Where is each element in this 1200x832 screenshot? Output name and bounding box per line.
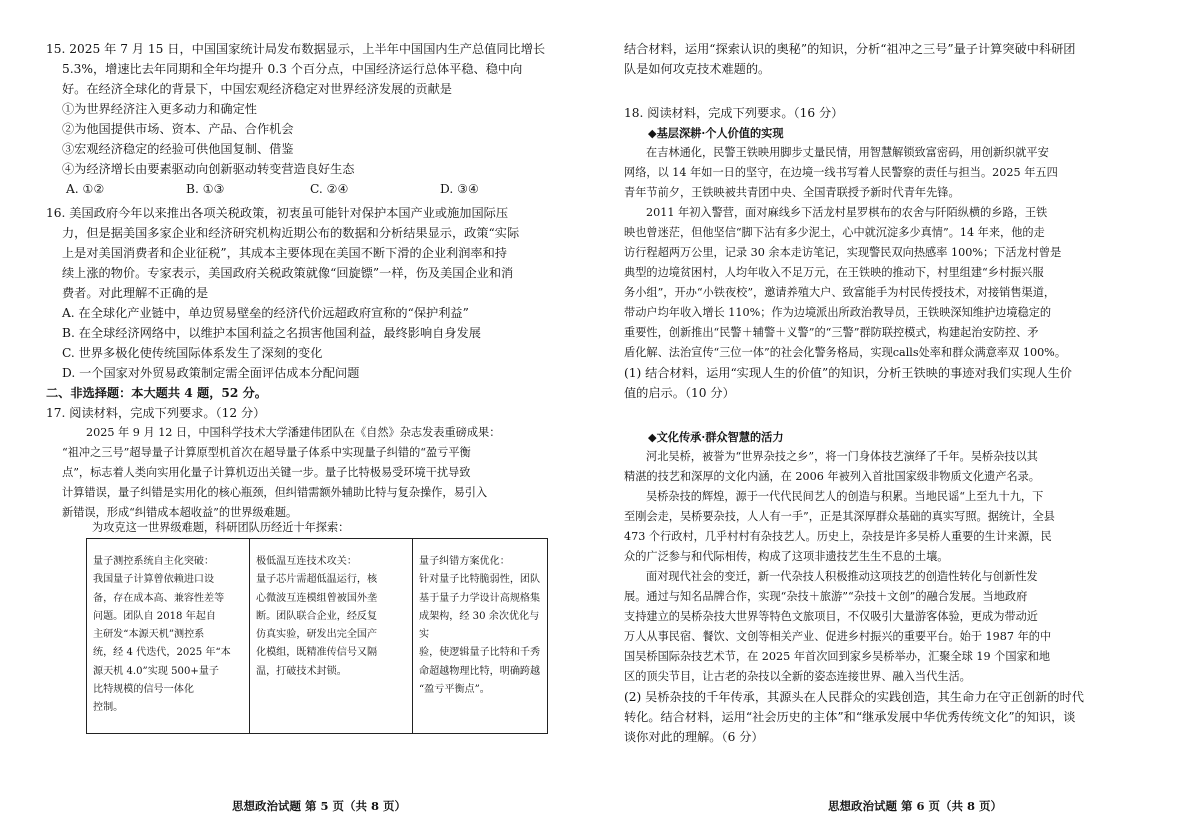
q17-material-line: 为攻克这一世界级难题，科研团队历经近十年探索： [92, 521, 350, 534]
table-cell-text: 极低温互连技术攻关： 量子芯片需超低温运行，核 心微波互连模组曾被国外垄 断。团队联合企业，经反复 仿真实验，研发出完全国产 化模组，既精准传信号又隔 温，打破技术封锁。 [256, 556, 378, 677]
q18-subheading: ◆基层深耕·个人价值的实现 [648, 126, 784, 140]
q16-line: 上是对美国消费者和企业征税”，其成本主要体现在美国不断下滑的企业利润率和持 [62, 246, 507, 260]
q15-statement: ④为经济增长由要素驱动向创新驱动转变营造良好生态 [62, 162, 355, 176]
table-cell-text: 量子测控系统自主化突破： 我国量子计算曾依赖进口设 备，存在成本高、兼容性差等 问题。团队自 2018 年起自 主研发“本源天机”测控系 统，经 4 代迭代，2025 年“本 源天机 4.0”实现 500+量子 比特规模的信号一体化 控制。 [93, 556, 231, 714]
q15-option-b: B. ①③ [186, 182, 225, 196]
q15-line: 好。在经济全球化的背景下，中国宏观经济稳定对世界经济发展的贡献是 [62, 82, 452, 96]
q16-line: 费者。对此理解不正确的是 [62, 286, 209, 300]
table-row [87, 539, 548, 734]
q18-para2-line: 河北吴桥，被誉为“世界杂技之乡”，将一门身体技艺演绎了千年。吴桥杂技以其 [646, 450, 1038, 463]
q18-para1-line: 2011 年初入警营，面对麻线乡下活龙村星罗棋布的农舍与阡陌纵横的乡路，王铁 [646, 206, 1048, 219]
q16-option-c: C. 世界多极化使传统国际体系发生了深刻的变化 [62, 346, 323, 360]
q15-option-a: A. ①② [66, 182, 105, 196]
q18-para2-line: 精湛的技艺和深厚的文化内涵，在 2006 年被列入首批国家级非物质文化遗产名录。 [624, 470, 1040, 483]
q18-para1-line: 务小组”，开办“小铁夜校”，邀请养殖大户、致富能手为村民传授技术，对接销售渠道， [624, 286, 1056, 299]
q18-para2-line: 支持建立的吴桥杂技大世界等特色文旅项目，不仅吸引大量游客体验，更成为带动近 [624, 610, 1038, 623]
table-cell-error-correction [413, 539, 548, 734]
q18-para2-line: 展。通过与知名品牌合作，实现“杂技＋旅游”“杂技＋文创”的融合发展。当地政府 [624, 590, 1028, 603]
page-footer: 思想政治试题 第 5 页（共 8 页） [232, 799, 407, 813]
section-heading: 二、非选择题：本大题共 4 题，52 分。 [46, 386, 267, 400]
q18-para1-line: 青年节前夕，王铁映被共青团中央、全国青联授予新时代青年先锋。 [624, 186, 960, 199]
q15-option-c: C. ②④ [310, 182, 349, 196]
q18-para1-line: 典型的边境贫困村，人均年收入不足万元，在王铁映的推动下，村里组建“乡村振兴服 [624, 266, 1044, 279]
q17-material-line: 点”，标志着人类向实用化量子计算机迈出关键一步。量子比特极易受环境干扰导致 [62, 466, 471, 479]
q16-option-a: A. 在全球化产业链中，单边贸易壁垒的经济代价远超政府宣称的“保护利益” [62, 306, 469, 320]
q18-para1-line: 重要性，创新推出“民警＋辅警＋义警”的“三警”群防联控模式，构建起治安防控、矛 [624, 326, 1039, 339]
q18-requirement-2: 转化。结合材料，运用“社会历史的主体”和“继承发展中华优秀传统文化”的知识，谈 [624, 710, 1076, 724]
q18-para1-line: 盾化解、法治宣传“三位一体”的社会化警务格局，实现calls处率和群众满意率双 100%。 [624, 346, 1067, 359]
q15-line: 5.3%，增速比去年同期和全年均提升 0.3 个百分点，中国经济运行总体平稳、稳中向 [62, 62, 523, 76]
q18-para2-line: 吴桥杂技的辉煌，源于一代代民间艺人的创造与积累。当地民谣“上至九十九，下 [646, 490, 1044, 503]
q17-material-line: 2025 年 9 月 12 日，中国科学技术大学潘建伟团队在《自然》杂志发表重磅成果： [86, 426, 501, 439]
q15-option-d: D. ③④ [440, 182, 479, 196]
q16-line: 力，但是据美国多家企业和经济研究机构近期公布的数据和分析结果显示，政策“实际 [62, 226, 520, 240]
q18-para2-line: 面对现代社会的变迁，新一代杂技人积极推动这项技艺的创造性转化与创新性发 [646, 570, 1038, 583]
q18-para2-line: 区的顶尖节目，让古老的杂技以全新的姿态连接世界、融入当代生活。 [624, 670, 971, 683]
exploration-table [86, 538, 548, 734]
table-cell-text: 量子纠错方案优化： 针对量子比特脆弱性，团队 基于量子力学设计高规格集 成架构，经 30 余次优化与实 验，使逻辑量子比特和千秀 命超越物理比特，明确跨越 “盈亏平衡点”。 [419, 556, 541, 696]
q16-line: 续上涨的物价。专家表示，美国政府关税政策就像“回旋镖”一样，伤及美国企业和消 [62, 266, 514, 280]
q18-para2-line: 国吴桥国际杂技艺术节，在 2025 年首次回到家乡吴桥举办，汇聚全球 19 个国家和地 [624, 650, 1051, 663]
q18-subheading: ◆文化传承·群众智慧的活力 [648, 430, 784, 444]
q18-para1-line: 带动户均年收入增长 110%；作为边境派出所政治教导员，王铁映深知维护边境稳定的 [624, 306, 1052, 319]
q18-para2-line: 473 个行政村，几乎村村有杂技艺人。历史上，杂技是许多吴桥人重要的生计来源，民 [624, 530, 1052, 543]
q17-material-line: 计算错误，量子纠错是实用化的核心瓶颈，但纠错需额外辅助比特与复杂操作，易引入 [62, 486, 488, 499]
q17-requirement: 结合材料，运用“探索认识的奥秘”的知识，分析“祖冲之三号”量子计算突破中科研团 [624, 42, 1076, 56]
q15-statement: ②为他国提供市场、资本、产品、合作机会 [62, 122, 294, 136]
table-cell-measurement [87, 539, 250, 734]
q18-para1-line: 在吉林通化，民警王铁映用脚步丈量民情，用智慧解锁致富密码，用创新织就平安 [646, 146, 1049, 159]
q18-para2-line: 万人从事民宿、餐饮、文创等相关产业、促进乡村振兴的重要平台。始于 1987 年的中 [624, 630, 1052, 643]
q16-option-b: B. 在全球经济网络中，以维护本国利益之名损害他国利益，最终影响自身发展 [62, 326, 481, 340]
q18-para1-line: 映也曾迷茫，但他坚信“脚下沾有多少泥土，心中就沉淀多少真情”。14 年来，他的走 [624, 226, 1045, 239]
q16-option-d: D. 一个国家对外贸易政策制定需全面评估成本分配问题 [62, 366, 360, 380]
q17-material-line: 新错误，形成“纠错成本超收益”的世界级难题。 [62, 506, 298, 519]
q18-para2-line: 众的广泛参与和代际相传，构成了这项非遗技艺生生不息的土壤。 [624, 550, 949, 563]
table-cell-cryogenic [250, 539, 413, 734]
page-footer: 思想政治试题 第 6 页（共 8 页） [828, 799, 1003, 813]
q15-line: 15. 2025 年 7 月 15 日，中国国家统计局发布数据显示，上半年中国国内生产总值同比增长 [46, 42, 546, 56]
q18-para1-line: 访行程超两万公里，记录 30 余本走访笔记，实现警民双向热感率 100%；下活龙村曾是 [624, 246, 1062, 259]
q15-statement: ①为世界经济注入更多动力和确定性 [62, 102, 257, 116]
q16-line: 16. 美国政府今年以来推出各项关税政策，初衷虽可能针对保护本国产业或施加国际压 [46, 206, 509, 220]
q18-requirement-2: 谈你对此的理解。（6 分） [624, 730, 764, 744]
q17-material-line: “祖冲之三号”超导量子计算原型机首次在超导量子体系中实现量子纠错的“盈亏平衡 [62, 446, 471, 459]
q18-requirement-1: 值的启示。（10 分） [624, 386, 735, 400]
q18-para1-line: 网络，以 14 年如一日的坚守，在边境一线书写着人民警察的责任与担当。2025 年五四 [624, 166, 1058, 179]
q15-statement: ③宏观经济稳定的经验可供他国复制、借鉴 [62, 142, 294, 156]
right-page [600, 0, 1200, 832]
q17-requirement: 队是如何攻克技术难题的。 [624, 62, 771, 76]
q17-title: 17. 阅读材料，完成下列要求。（12 分） [46, 406, 266, 420]
q18-para2-line: 至刚会走，吴桥要杂技，人人有一手”，正是其深厚群众基础的真实写照。据统计，全县 [624, 510, 1055, 523]
q18-title: 18. 阅读材料，完成下列要求。（16 分） [624, 106, 844, 120]
q18-requirement-2: (2) 吴桥杂技的千年传承，其源头在人民群众的实践创造，其生命力在守正创新的时代 [624, 690, 1084, 704]
q18-requirement-1: (1) 结合材料，运用“实现人生的价值”的知识，分析王铁映的事迹对我们实现人生价 [624, 366, 1072, 380]
